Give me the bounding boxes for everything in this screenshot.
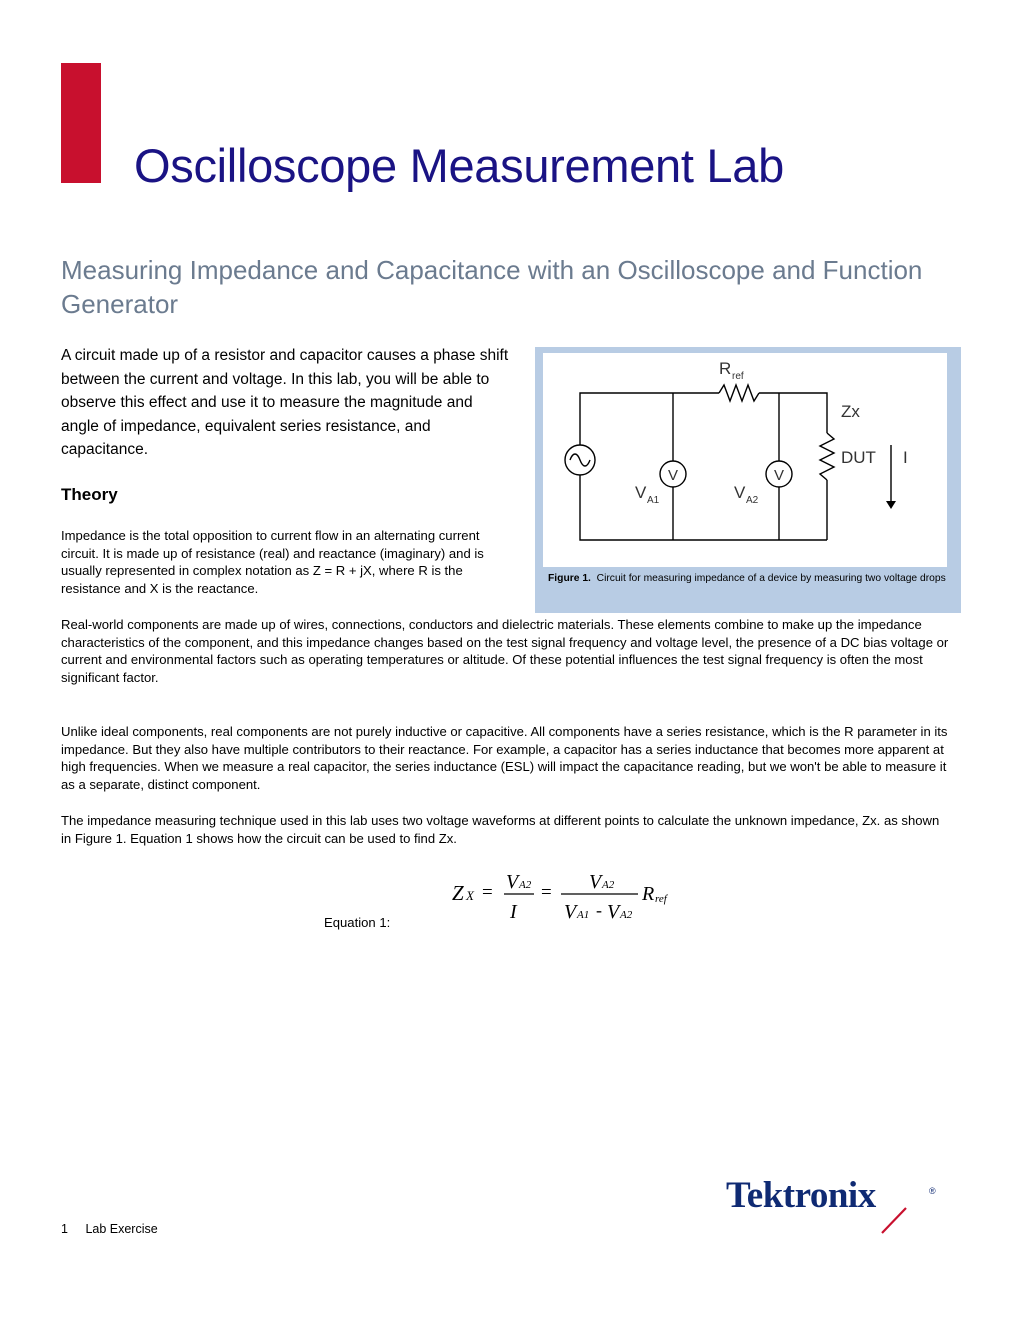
eq-a1-den: A1 — [577, 909, 590, 921]
eq-v-num: V — [506, 871, 519, 893]
page-title: Oscilloscope Measurement Lab — [134, 139, 784, 192]
eq-equals-2: = — [541, 882, 552, 903]
intro-paragraph: A circuit made up of a resistor and capacitor causes a phase shift between the current and voltage. In this lab, you will be able to observe this effect and use it to measure the magnitude and angle of impedance, equivalent series resistance, and capacitance. — [61, 347, 509, 459]
wire-top-right — [759, 393, 827, 433]
label-ref: ref — [732, 371, 744, 382]
logo-text: Tektronix — [726, 1175, 876, 1216]
eq-equals-1: = — [482, 882, 493, 903]
theory-paragraph-1: Impedance is the total opposition to current flow in an alternating current circuit. It is made up of resistance (real) and reactance (imaginary) and is usually represented in complex notation as Z = R + jX, where R is the resistance and X is the reactance. — [61, 528, 484, 596]
logo-registered: ® — [929, 1186, 936, 1196]
eq-z: Z — [452, 881, 464, 905]
theory-heading: Theory — [61, 485, 118, 504]
label-zx: Zx — [841, 402, 860, 421]
theory-paragraph-2: Real-world components are made up of wires, connections, conductors and dielectric materials. These elements combine to make up the impedance characteristics of the component, and this impedance changes based on the test signal frequency and voltage level, the presence of a DC bias voltage or current and environmental factors such as operating temperatures or altitude. Of these potential influences the test signal frequency is often the most significant factor. — [61, 617, 949, 685]
label-a1: A1 — [647, 495, 660, 506]
tektronix-logo — [724, 1170, 944, 1240]
label-va1: V — [635, 483, 647, 502]
eq-minus: - — [596, 900, 602, 920]
footer-label: Lab Exercise — [85, 1222, 158, 1236]
label-va2: V — [734, 483, 746, 502]
logo-slash — [882, 1208, 906, 1233]
page-footer — [61, 1222, 158, 1236]
resistor-dut — [820, 433, 834, 480]
eq-v-den1: V — [564, 901, 577, 923]
eq-a2-num2: A2 — [602, 879, 615, 891]
equation-label: Equation 1: — [324, 915, 391, 930]
eq-ref: ref — [655, 893, 667, 905]
eq-i: I — [510, 901, 517, 923]
eq-a2-num: A2 — [519, 879, 532, 891]
label-v1: V — [668, 467, 679, 484]
current-arrow-head — [886, 501, 896, 509]
circuit-svg — [543, 353, 947, 567]
label-i: I — [903, 448, 908, 467]
page-subtitle: Measuring Impedance and Capacitance with an Oscilloscope and Function Generator — [61, 255, 923, 319]
resistor-ref — [719, 385, 759, 401]
accent-bar — [61, 63, 101, 183]
eq-a2-den: A2 — [620, 909, 633, 921]
label-a2: A2 — [746, 495, 759, 506]
ac-source-wave — [570, 454, 590, 466]
circuit-diagram — [543, 353, 947, 567]
theory-paragraph-3: Unlike ideal components, real components are not purely inductive or capacitive. All components have a series resistance, which is the R parameter in its impedance. But they also have multiple contributors to their reactance. For example, a capacitor has a series inductance that becomes more apparent at high frequencies. When we measure a real capacitor, the series inductance (ESL) will impact the capacitance reading, but we won't be able to measure it as a separate, distinct component. — [61, 724, 948, 792]
label-dut: DUT — [841, 448, 876, 467]
label-v2: V — [774, 467, 785, 484]
wire-bottom — [580, 475, 827, 540]
figure-caption-text: Circuit for measuring impedance of a device by measuring two voltage drops — [596, 573, 946, 584]
figure-caption — [548, 572, 948, 585]
eq-r: R — [642, 883, 655, 905]
eq-v-num2: V — [589, 871, 602, 893]
wire-top — [580, 393, 719, 445]
figure-1 — [535, 347, 961, 613]
eq-v-den2: V — [607, 901, 620, 923]
figure-caption-label: Figure 1. — [548, 573, 591, 584]
page-number: 1 — [61, 1222, 68, 1236]
equation-1 — [446, 866, 694, 932]
theory-paragraph-4: The impedance measuring technique used in this lab uses two voltage waveforms at different points to calculate the unknown impedance, Zx. as shown in Figure 1. Equation 1 shows how the circuit can be used to find Zx. — [61, 813, 940, 846]
eq-x-sub: X — [466, 888, 474, 903]
label-r: R — [719, 359, 732, 378]
